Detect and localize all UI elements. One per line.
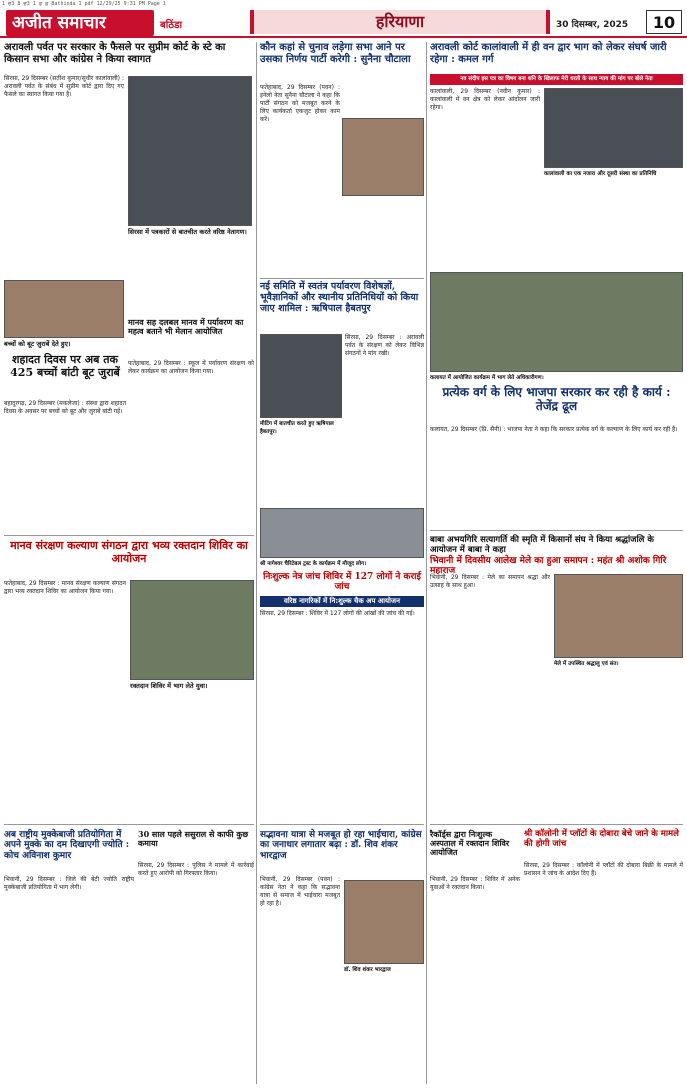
- article-body: [4, 876, 134, 1076]
- sub-banner: नव संदीप इस पत्र का विषय बना शनि के खिलाफ मेरी धरती के साथ न्याय की मांग पर बोले नेता: [430, 74, 683, 85]
- article-dateline: भिवानी, 29 दिसम्बर : शिविर में अनेक युवाओं ने रक्तदान किया।: [430, 876, 520, 891]
- article-dateline: भिवानी, 29 दिसम्बर : मेले का समापन श्रद्धा और उत्साह के साथ हुआ।: [430, 574, 550, 589]
- article-headline: [430, 42, 683, 72]
- headline-text: निःशुल्क नेत्र जांच शिविर में 127 लोगों ने कराई जांच: [263, 572, 421, 593]
- article-body: [260, 610, 424, 820]
- article-headline: [4, 830, 134, 874]
- news-photo: [130, 580, 254, 680]
- headline-text: अरावली कोर्ट कालांवाली में ही वन द्वार भाग को लेकर संघर्ष जारी रहेगा : कमल गर्ग: [430, 42, 667, 65]
- portrait-photo: [344, 880, 424, 964]
- article-dateline: बहादुरगढ़, 29 दिसम्बर (मकलेजा) : संस्था द्वारा शहादत दिवस के अवसर पर बच्चों को बूट और जुराबें बांटी गई।: [4, 400, 126, 415]
- headline-text: अरावली पर्वत पर सरकार के फैसले पर सुप्रीम कोर्ट के स्टे का किसान सभा और कांग्रेस ने किया स्वागत: [4, 42, 226, 65]
- article-body: [524, 862, 683, 1076]
- article-dateline: भिवानी, 29 दिसम्बर (पवन) : कांग्रेस नेता ने कहा कि सद्भावना यात्रा से समाज में भाईचारा मजबूत हो रहा है।: [260, 876, 340, 907]
- headline-text: कौन कहां से चुनाव लड़ेगा सभा आने पर उसका निर्णय पार्टी करेगी : सुनैना चौटाला: [260, 42, 411, 65]
- news-photo: [260, 508, 424, 558]
- masthead: [0, 8, 687, 38]
- article-headline: [4, 354, 126, 398]
- article-dateline: सिरसा, 29 दिसम्बर : शिविर में 127 लोगों की आंखों की जांच की गई।: [260, 610, 415, 617]
- article-body-continued: [342, 200, 424, 274]
- article-body: [430, 876, 520, 1076]
- article-body: [430, 574, 550, 734]
- headline-text: बाबा अभयगिरि सत्यागर्ति की स्मृति में किसानों संघ ने किया श्रद्धांजलि के आयोजन में बाबा ने कहा: [430, 535, 654, 555]
- issue-date: 30 दिसम्बर, 2025: [556, 20, 629, 30]
- article-dateline: सिरसा, 29 दिसम्बर : पुलिस ने मामले में कार्रवाई करते हुए आरोपी को गिरफ्तार किया।: [138, 862, 254, 877]
- article-body: [430, 88, 540, 268]
- article-body: [138, 862, 254, 1076]
- article-dateline: कलायत, 29 दिसम्बर (प्रि. सैनी) : भाजपा नेता ने कहा कि सरकार प्रत्येक वर्ग के कल्याण के लिए कार्य कर रही है।: [430, 426, 678, 433]
- headline-text: शहादत दिवस पर अब तक 425 बच्चों बांटी बूट जुराबें: [10, 353, 120, 379]
- edition-city: बठिंडा: [160, 20, 183, 31]
- headline-text: नई समिति में स्वतंत्र पर्यावरण विशेषज्ञों, भूवैज्ञानिकों और स्थानीय प्रतिनिधियों को किया जाए शामिल : ऋषिपाल हैबतपुर: [260, 281, 419, 314]
- headline-text: प्रत्येक वर्ग के लिए भाजपा सरकार कर रही है कार्य : तेजेंद्र ढूल: [442, 385, 671, 413]
- headline-text: रैकॉर्ड्स द्वारा निःशुल्क अस्पताल में रक्तदान शिविर आयोजित: [430, 829, 510, 858]
- article-body-continued: [260, 436, 342, 504]
- article-body-continued: [554, 680, 683, 818]
- headline-text: श्री कॉलोनी में प्लॉटों के दोबारा बेचे जाने के मामले की होगी जांच: [524, 829, 679, 849]
- article-body-continued: [344, 978, 424, 1076]
- photo-caption: कालांवाली का एक नजारा और दूसरी संस्था का प्रतिनिधि: [544, 171, 657, 177]
- article-subhead: [430, 556, 683, 577]
- headline-text: 30 साल पहले ससुराल से काफी कुछ कमाया: [138, 829, 249, 849]
- article-headline: [430, 386, 683, 422]
- article-headline: [128, 318, 254, 358]
- article-dateline: कालांवाली, 29 दिसम्बर (नवीन कुमार) : कालांवाली में वन क्षेत्र को लेकर आंदोलन जारी रहेगा।: [430, 88, 540, 111]
- article-dateline: सिरसा, 29 दिसम्बर (सतीश कुमार/सुधीर कालांवाली) : अरावली पर्वत के संबंध में सुप्रीम कोर्ट द्वारा दिए गए फैसले का स्वागत किया गया है।: [4, 75, 124, 98]
- news-photo: [260, 334, 342, 418]
- photo-caption: मीटिंग में बातचीत करते हुए ऋषिपाल हैबतपुर।: [260, 421, 334, 435]
- photo-caption: कलायत में आयोजित कार्यक्रम में भाग लेते अधिकारीगण।: [430, 375, 544, 381]
- article-headline: [430, 536, 683, 556]
- article-dateline: सिरसा, 29 दिसम्बर : कॉलोनी में प्लॉटों की दोबारा बिक्री के मामले में प्रशासन ने जांच के आदेश दिए हैं।: [524, 862, 683, 877]
- news-photo: [4, 280, 124, 338]
- headline-text: मानव संरक्षण कल्याण संगठन द्वारा भव्य रक्तदान शिविर का आयोजन: [10, 539, 248, 565]
- article-headline: [260, 572, 424, 594]
- article-dateline: फतेहाबाद, 29 दिसम्बर (पवन) : इनेलो नेता सुनैना चौटाला ने कहा कि पार्टी संगठन को मजबूत करने के लिए कार्यकर्ता एकजुट होकर काम करें।: [260, 84, 340, 123]
- article-headline: [260, 282, 424, 332]
- article-dateline: फतेहाबाद, 29 दिसम्बर : मानव संरक्षण कल्याण संगठन द्वारा भव्य रक्तदान शिविर का आयोजन किया गया।: [4, 580, 126, 595]
- subhead-text: भिवानी में दिवसीय आलेख मेले का हुआ समापन : महंत श्री अशोक गिरि महाराज: [430, 556, 667, 577]
- article-dateline: सिरसा, 29 दिसम्बर : अरावली पर्वत के संरक्षण को लेकर विभिन्न संगठनों ने मांग रखी।: [345, 334, 424, 357]
- news-photo: [430, 272, 683, 372]
- article-body: [4, 75, 124, 275]
- article-body: [260, 84, 340, 274]
- article-headline: [524, 830, 683, 860]
- article-body-continued: [544, 190, 683, 268]
- photo-caption: मेले में उपस्थित श्रद्धालु एवं संत।: [554, 661, 619, 667]
- article-dateline: फतेहाबाद, 29 दिसम्बर : स्कूल में पर्यावरण संरक्षण को लेकर कार्यक्रम का आयोजन किया गया।: [128, 360, 254, 375]
- article-body: [128, 360, 254, 470]
- headline-text: सद्भावना यात्रा से मजबूत हो रहा भाईचारा, कांग्रेस का जनाधार लगातार बढ़ा : डॉ. शिव शंकर भारद्वाज: [260, 830, 422, 861]
- headline-text: मानव सह दलबल मानव में पर्यावरण का महत्व बताने भी मेलान आयोजित: [128, 317, 244, 337]
- photo-caption: डॉ. शिव शंकर भारद्वाज: [344, 967, 391, 973]
- article-headline: [4, 42, 254, 72]
- article-dateline: भिवानी, 29 दिसम्बर : जिले की बेटी ज्योति राष्ट्रीय मुक्केबाजी प्रतियोगिता में भाग लेगी।: [4, 876, 134, 891]
- news-photo: [554, 574, 683, 658]
- article-body: [4, 580, 126, 820]
- section-title: हरियाणा: [250, 10, 550, 34]
- article-headline: [4, 540, 254, 574]
- headline-text: अब राष्ट्रीय मुक्केबाजी प्रतियोगिता में अपने मुक्के का दम दिखाएगी ज्योति : कोच अविनाश कुमार: [4, 830, 130, 861]
- news-photo: [128, 76, 252, 226]
- article-body: [260, 876, 340, 1076]
- portrait-photo: [342, 118, 424, 196]
- sub-banner: वरिष्ठ नागरिकों में नि:शुल्क चैक अप आयोजन: [260, 596, 424, 607]
- article-headline: [260, 42, 424, 80]
- photo-caption: बच्चों को बूट जुराबें देते हुए।: [4, 340, 71, 348]
- article-body: [4, 400, 126, 530]
- article-body-continued: [128, 250, 252, 315]
- page-number: 10: [646, 10, 682, 34]
- newspaper-logo: अजीत समाचार: [6, 10, 154, 36]
- article-headline: [430, 830, 520, 874]
- photo-caption: रक्तदान शिविर में भाग लेते युवा।: [130, 682, 208, 690]
- photo-caption: श्री नागेश्वर चैरिटेबल ट्रस्ट के कार्यक्रम में मौजूद लोग।: [260, 561, 367, 567]
- print-slug: 1 ਚ3 8 ਚ3 1 ਫ਼ ਫ਼ Bathinda 1 pdf 12/29/25 9:31 PM Page 1: [2, 1, 166, 7]
- article-body: [345, 334, 424, 504]
- article-headline: [260, 830, 424, 874]
- article-body: [430, 426, 683, 526]
- article-headline: [138, 830, 254, 860]
- news-photo: [544, 88, 683, 168]
- photo-caption: सिरसा में पत्रकारों से बातचीत करते वरिष्ठ नेतागण।: [128, 228, 247, 236]
